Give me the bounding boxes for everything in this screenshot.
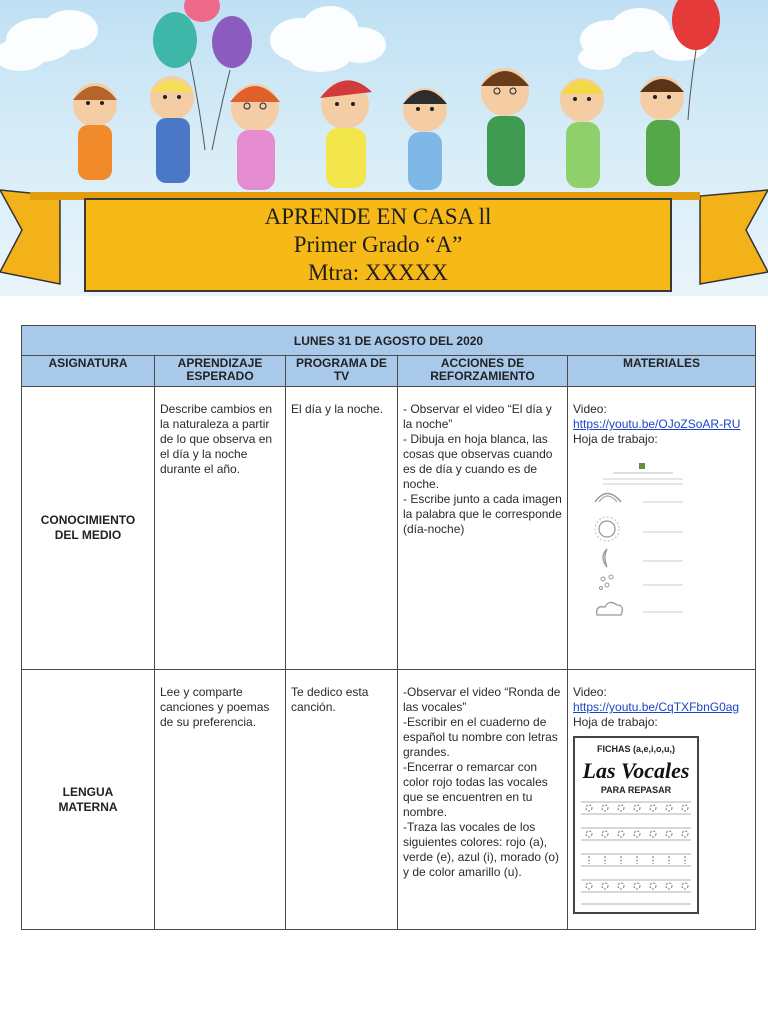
- accion-item: - Dibuja en hoja blanca, las cosas que observas cuando es de día y cuando es de noche.: [403, 432, 553, 491]
- programa-cell: El día y la noche.: [286, 387, 398, 670]
- cloud-center: [270, 6, 386, 72]
- title-line-1: APRENDE EN CASA ll: [264, 204, 492, 229]
- title-line-2: Primer Grado “A”: [293, 232, 463, 257]
- kid-5: [403, 88, 447, 190]
- header-aprendizaje: [155, 356, 286, 387]
- acciones-cell: [398, 387, 568, 670]
- header-aprendizaje-line2: ESPERADO: [186, 369, 254, 383]
- acciones-cell: [398, 670, 568, 930]
- header-acciones: [398, 356, 568, 387]
- video-label: Video:: [573, 402, 607, 416]
- aprendizaje-cell: Describe cambios en la naturaleza a partir de lo que observa en el día y la noche durante el año.: [155, 387, 286, 670]
- kid-6: [481, 68, 529, 186]
- aprendizaje-cell: Lee y comparte canciones y poemas de su preferencia.: [155, 670, 286, 930]
- kid-2: [150, 76, 194, 183]
- worksheet-header: FICHAS (a,e,i,o,u,): [596, 744, 676, 754]
- materiales-cell: [568, 387, 756, 670]
- kid-4: [320, 80, 372, 188]
- cloud-left: [0, 10, 98, 71]
- kid-7: [560, 78, 604, 188]
- header-asignatura: [22, 356, 155, 387]
- header-materiales: [568, 356, 756, 387]
- date-header: LUNES 31 DE AGOSTO DEL 2020: [22, 326, 756, 356]
- worksheet-subtitle: PARA REPASAR: [600, 785, 672, 795]
- video-link[interactable]: https://youtu.be/CqTXFbnG0ag: [573, 700, 740, 714]
- subject-line1: LENGUA: [62, 784, 114, 799]
- header-banner: [0, 0, 768, 296]
- accion-item: -Escribir en el cuaderno de español tu nombre con letras grandes.: [403, 715, 558, 759]
- video-link[interactable]: https://youtu.be/OJoZSoAR-RU: [573, 417, 741, 431]
- subject-cell: [22, 387, 155, 670]
- title-box: [84, 198, 672, 292]
- accion-item: -Traza las vocales de los siguientes colores: rojo (a), verde (e), azul (i), morado (o) y de color amarillo (u).: [403, 820, 560, 879]
- table-row: [22, 670, 756, 930]
- subject-line1: CONOCIMIENTO: [40, 513, 136, 527]
- accion-item: -Observar el video “Ronda de las vocales”: [403, 685, 561, 714]
- header-programa-line2: TV: [333, 369, 350, 383]
- subject-line2: MATERNA: [58, 799, 118, 814]
- header-acciones-line1: ACCIONES DE: [440, 356, 525, 370]
- worksheet-label: Hoja de trabajo:: [573, 432, 658, 446]
- programa-cell: Te dedico esta canción.: [286, 670, 398, 930]
- subject-cell: [22, 670, 155, 930]
- header-asignatura-text: ASIGNATURA: [48, 356, 128, 370]
- header-programa: [286, 356, 398, 387]
- title-line-3: Mtra: XXXXX: [308, 260, 448, 285]
- subject-line2: DEL MEDIO: [54, 528, 122, 542]
- worksheet-title: Las Vocales: [582, 758, 690, 783]
- header-aprendizaje-line1: APRENDIZAJE: [177, 356, 263, 370]
- kid-8: [640, 76, 684, 186]
- accion-item: - Escribe junto a cada imagen la palabra que le corresponde (día-noche): [403, 492, 562, 536]
- worksheet-day-night-image[interactable]: [573, 457, 713, 627]
- kid-3: [230, 84, 280, 190]
- header-materiales-text: MATERIALES: [622, 356, 701, 370]
- video-label: Video:: [573, 685, 607, 699]
- table-row: [22, 387, 756, 670]
- accion-item: -Encerrar o remarcar con color rojo todas las vocales que se encuentren en tu nombre.: [403, 760, 548, 819]
- date-row: [22, 326, 756, 356]
- header-acciones-line2: REFORZAMIENTO: [430, 369, 535, 383]
- column-headers: [22, 356, 756, 387]
- worksheet-vowels-image[interactable]: [573, 736, 699, 914]
- schedule-table: [21, 325, 756, 930]
- header-programa-line1: PROGRAMA DE: [296, 356, 387, 370]
- worksheet-label: Hoja de trabajo:: [573, 715, 658, 729]
- kid-1: [73, 83, 117, 180]
- accion-item: - Observar el video “El día y la noche”: [403, 402, 552, 431]
- materiales-cell: [568, 670, 756, 930]
